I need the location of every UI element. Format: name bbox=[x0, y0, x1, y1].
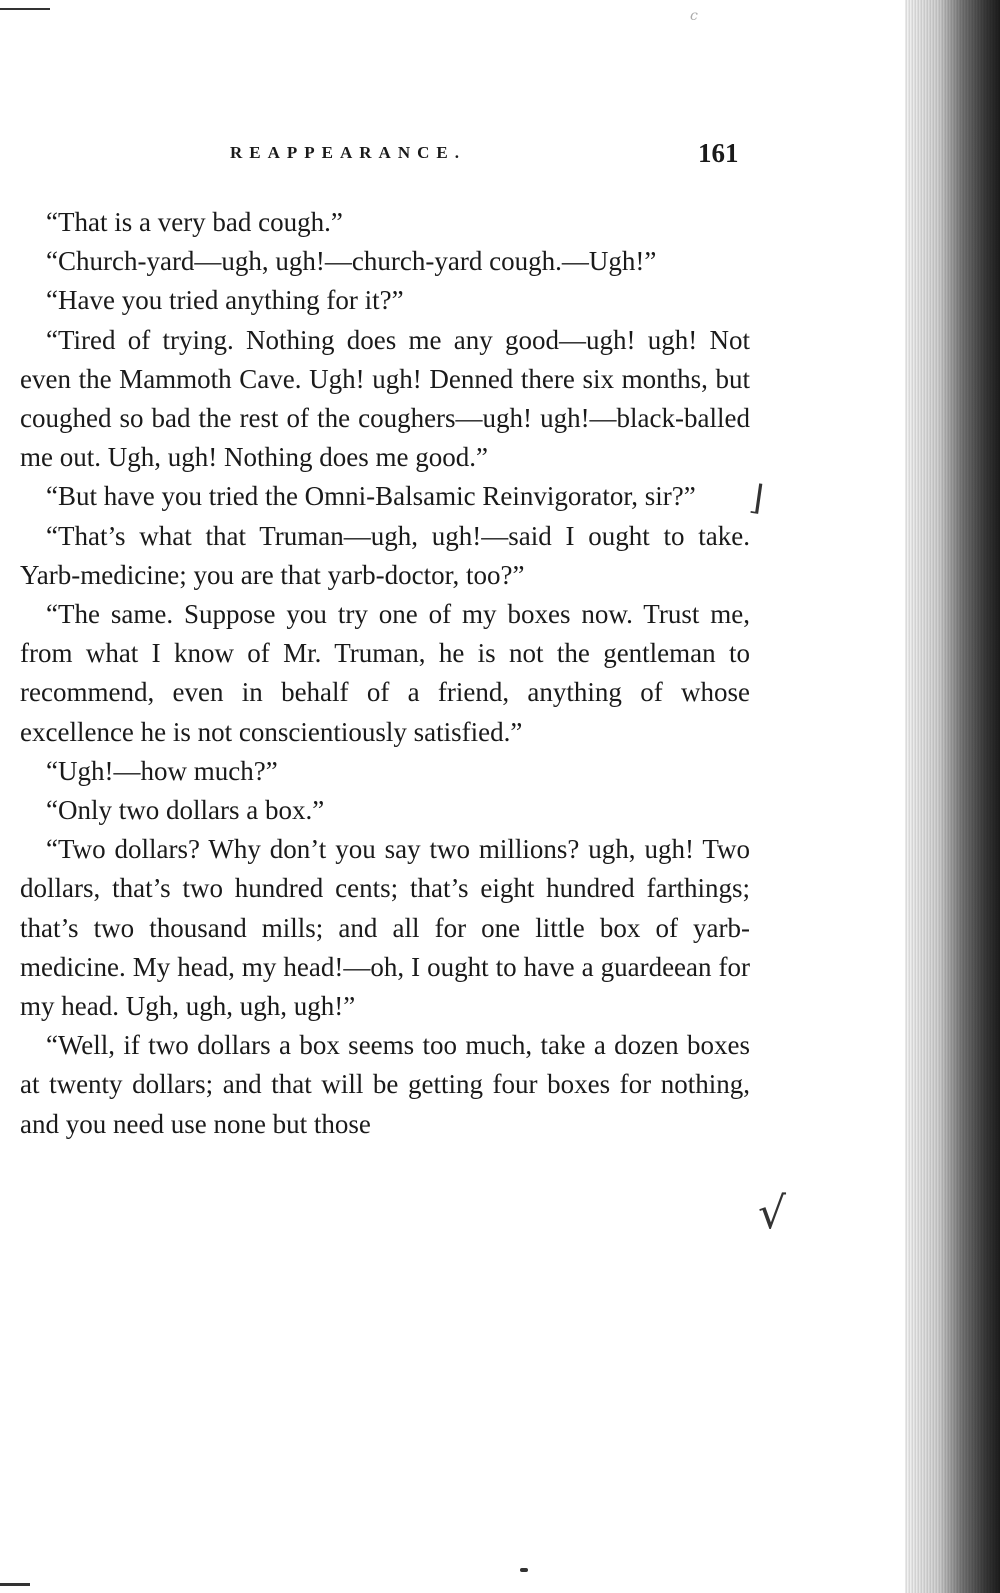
pencil-bracket-mark: ⌋ bbox=[747, 477, 766, 519]
ink-speck bbox=[520, 1568, 528, 1572]
paragraph: “Two dollars? Why don’t you say two millions? ugh, ugh! Two dollars, that’s two hundred cents; that’s eight hundred farthings; that’s two thousand mills; and all for one little box of yarb-medicine. My head, my head!—oh, I ought to have a guardeean for my head. Ugh, ugh, ugh, ugh!” bbox=[20, 834, 750, 1022]
page-edge-shadow bbox=[905, 0, 1000, 1593]
running-head: REAPPEARANCE. bbox=[230, 143, 466, 162]
paragraph: “Tired of trying. Nothing does me any good—ugh! ugh! Not even the Mammoth Cave. Ugh! ugh! Denned there six months, but coughed so bad the rest of the coughers—ugh! ugh!—black-balled me out. Ugh, ugh! Nothing does me good.” bbox=[20, 324, 750, 473]
page-number: 161 bbox=[698, 138, 739, 168]
paragraph: “Church-yard—ugh, ugh!—church-yard cough.—Ugh!” bbox=[46, 246, 657, 277]
paragraph: “Have you tried anything for it?” bbox=[46, 285, 404, 316]
top-edge-rule bbox=[0, 8, 50, 10]
paragraph: “That’s what that Truman—ugh, ugh!—said I ought to take. Yarb-medicine; you are that yarb-doctor, too?” bbox=[20, 520, 750, 590]
paragraph: “Well, if two dollars a box seems too much, take a dozen boxes at twenty dollars; and that will be getting four boxes for nothing, and you need use none but those bbox=[20, 1030, 750, 1139]
paragraph: “Ugh!—how much?” bbox=[46, 755, 278, 786]
faint-corner-mark: ⅽ bbox=[690, 8, 698, 24]
paragraph: “That is a very bad cough.” bbox=[46, 207, 343, 237]
bottom-edge-rule bbox=[0, 1583, 30, 1586]
paragraph: “But have you tried the Omni-Balsamic Reinvigorator, sir?” bbox=[46, 481, 696, 512]
pencil-check-mark: √ bbox=[758, 1188, 787, 1239]
paragraph: “The same. Suppose you try one of my boxes now. Trust me, from what I know of Mr. Truman, he is not the gentleman to recommend, even in behalf of a friend, anything of whose excellence he is not conscientiously satisfied.” bbox=[20, 599, 750, 747]
body-text bbox=[20, 203, 750, 1144]
paragraph: “Only two dollars a box.” bbox=[46, 795, 325, 826]
